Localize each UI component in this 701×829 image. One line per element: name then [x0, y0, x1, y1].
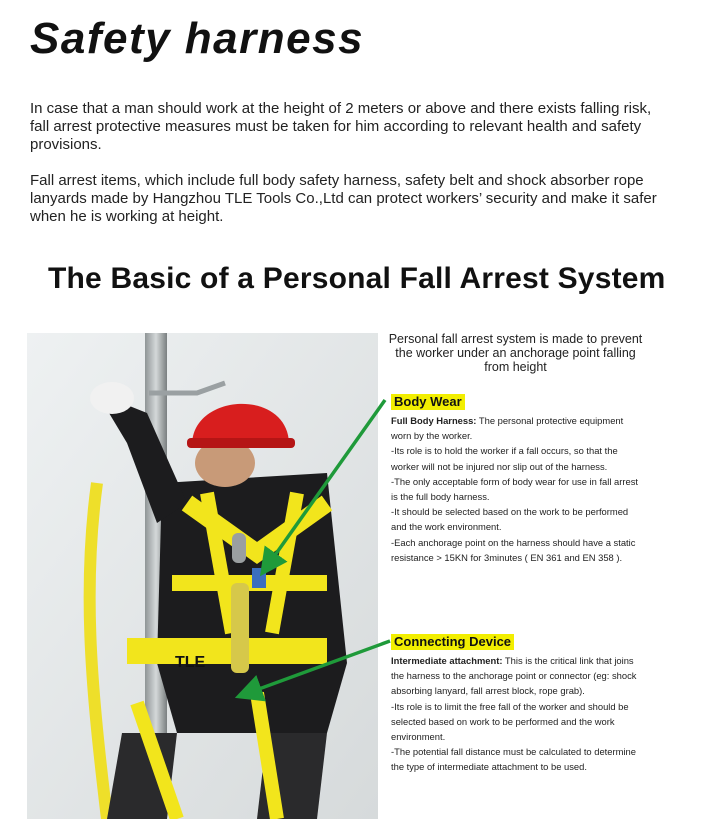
connecting-device-definition: This is the critical link that joins the harness to the anchorage point or connector (eg: shock absorbing lanyard, fall arrest block, rope grab). [391, 655, 637, 697]
page-title: Safety harness [30, 14, 365, 63]
body-wear-point: -Each anchorage point on the harness should have a static resistance > 15KN for 3minutes ( EN 361 and EN 358 ). [391, 536, 636, 563]
body-wear-label: Body Wear [391, 394, 465, 410]
body-wear-point: -Its role is to hold the worker if a fall occurs, so that the worker will not be injured nor slip out of the harness. [391, 445, 618, 472]
body-wear-section [391, 393, 641, 565]
body-wear-definition: The personal protective equipment worn by the worker. [391, 415, 624, 442]
body-wear-point: -It should be selected based on the work to be performed and the work environment. [391, 506, 629, 533]
connecting-device-point: -Its role is to limit the free fall of the worker and should be selected based on work to be performed and the work environment. [391, 700, 629, 743]
fall-arrest-system-intro: Personal fall arrest system is made to prevent the worker under an anchorage point falling from height [388, 332, 643, 374]
intro-paragraph-1: In case that a man should work at the height of 2 meters or above and there exists falling risk, fall arrest protective measures must be taken for him according to relevant health and safety provisions. [30, 100, 652, 153]
harness-brand-text: TLE [175, 654, 206, 671]
connecting-device-label: Connecting Device [391, 634, 514, 650]
connecting-device-section [391, 633, 641, 775]
connecting-device-point: -The potential fall distance must be calculated to determine the type of intermediate attachment to be used. [391, 746, 636, 773]
connecting-device-term: Intermediate attachment: [391, 655, 503, 666]
section-heading: The Basic of a Personal Fall Arrest System [48, 262, 666, 295]
intro-paragraph-2: Fall arrest items, which include full body safety harness, safety belt and shock absorber rope lanyards made by Hangzhou TLE Tools Co.,Ltd can protect workers’ security and make it safer when he is working at height. [30, 172, 657, 225]
worker-harness-photo [27, 333, 378, 819]
body-wear-point: -The only acceptable form of body wear for use in fall arrest is the full body harness. [391, 475, 638, 503]
body-wear-term: Full Body Harness: [391, 415, 477, 426]
